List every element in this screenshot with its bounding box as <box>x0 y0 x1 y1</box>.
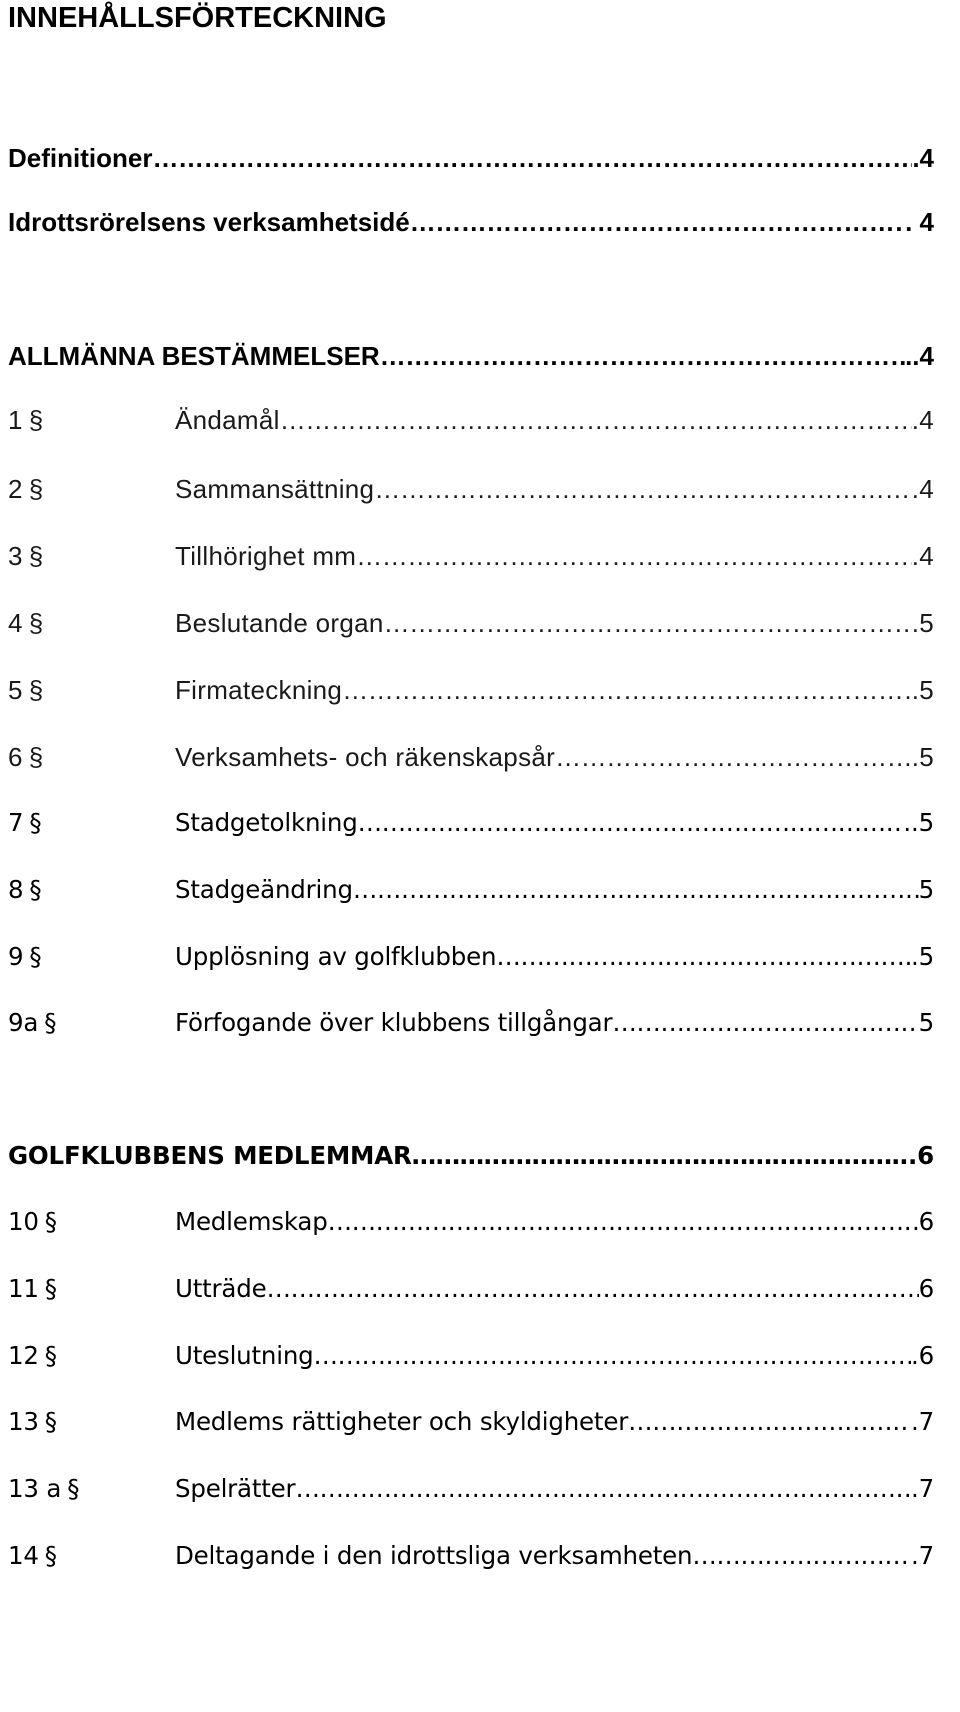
section-sign: § <box>28 405 44 435</box>
toc-leader-dots <box>328 1202 919 1242</box>
toc-entry-number-cell <box>8 1336 175 1376</box>
toc-entry-number: 9a <box>8 1008 39 1037</box>
toc-entry-number-cell <box>8 1536 175 1576</box>
toc-page-number: .7 <box>911 1407 934 1436</box>
toc-entry[interactable] <box>8 803 934 843</box>
toc-heading-label: ALLMÄNNA BESTÄMMELSER <box>8 341 380 371</box>
toc-entry-number-cell <box>8 803 175 843</box>
toc-entry-number-cell <box>8 1469 175 1509</box>
toc-leader-dots <box>612 1003 918 1043</box>
toc-page-number: 6 <box>918 1207 934 1236</box>
toc-entry-number-cell <box>8 937 175 977</box>
toc-entry-label: Upplösning av golfklubben <box>175 942 497 971</box>
toc-page-number: .4 <box>911 405 934 435</box>
toc-page-number: 6 <box>918 1274 934 1303</box>
toc-page-number: 5 <box>918 1008 934 1037</box>
toc-page-number: ..4 <box>905 341 934 371</box>
toc-entry-label: Stadgetolkning <box>175 808 358 837</box>
toc-entry[interactable] <box>8 469 934 509</box>
toc-leader-dots <box>342 670 912 710</box>
toc-entry-label: Utträde <box>175 1274 267 1303</box>
toc-entry-number-cell <box>8 536 175 576</box>
toc-entry[interactable] <box>8 400 934 440</box>
toc-page-number: .5 <box>911 675 934 705</box>
toc-entry[interactable] <box>8 1269 934 1309</box>
toc-entry-number: 13 <box>8 1407 39 1436</box>
section-sign: § <box>28 474 44 504</box>
toc-page-number: .6 <box>908 1141 934 1170</box>
toc-page-number: .7 <box>911 1474 934 1503</box>
section-sign: § <box>29 875 42 904</box>
toc-heading-label: Definitioner <box>8 143 153 173</box>
toc-leader-dots <box>380 336 905 376</box>
toc-page-number: .4 <box>911 541 934 571</box>
toc-entry-label: Spelrätter <box>175 1474 296 1503</box>
toc-entry-number: 14 <box>8 1541 39 1570</box>
toc-entry-label: Sammansättning <box>175 474 375 504</box>
toc-entry-label: Deltagande i den idrottsliga verksamheten <box>175 1541 693 1570</box>
toc-entry-number-cell <box>8 603 175 643</box>
toc-heading-label: GOLFKLUBBENS MEDLEMMAR <box>8 1141 412 1170</box>
toc-leader-dots <box>496 937 911 977</box>
toc-entry[interactable] <box>8 603 934 643</box>
toc-entry-number: 10 <box>8 1207 39 1236</box>
toc-entry-number-cell <box>8 469 175 509</box>
toc-entry-number: 8 <box>8 875 24 904</box>
toc-entry-number: 3 <box>8 541 23 571</box>
toc-entry-label: Uteslutning <box>175 1341 314 1370</box>
section-sign: § <box>28 608 44 638</box>
toc-page-number: .5 <box>911 942 934 971</box>
toc-heading-golfklubbens-medlemmar[interactable] <box>8 1136 934 1176</box>
toc-entry-number-cell <box>8 870 175 910</box>
toc-page-number: ..5 <box>904 742 934 772</box>
toc-entry-label: Förfogande över klubbens tillgångar <box>175 1008 613 1037</box>
toc-leader-dots <box>314 1336 911 1376</box>
toc-entry-number: 13 a <box>8 1474 62 1503</box>
section-sign: § <box>28 742 44 772</box>
toc-entry-number: 1 <box>8 405 23 435</box>
section-sign: § <box>29 808 42 837</box>
toc-entry-number-cell <box>8 737 175 777</box>
toc-page-number: .7 <box>911 1541 934 1570</box>
toc-entry-label: Tillhörighet mm <box>175 541 357 571</box>
toc-page-number: 5 <box>918 875 934 904</box>
toc-entry[interactable] <box>8 670 934 710</box>
toc-entry-label: Medlemskap <box>175 1207 328 1236</box>
toc-entry-number: 6 <box>8 742 23 772</box>
section-sign: § <box>44 1541 57 1570</box>
toc-page-number: ..5 <box>903 808 934 837</box>
section-sign: § <box>67 1474 80 1503</box>
toc-entry-number: 5 <box>8 675 23 705</box>
toc-entry-label: Medlems rättigheter och skyldigheter <box>175 1407 629 1436</box>
toc-entry-number: 7 <box>8 808 24 837</box>
toc-entry-label: Stadgeändring <box>175 875 353 904</box>
toc-heading-verksamhetside[interactable] <box>8 202 934 242</box>
toc-entry-number-cell <box>8 1003 175 1043</box>
toc-leader-dots <box>412 1136 908 1176</box>
toc-entry[interactable] <box>8 737 934 777</box>
section-sign: § <box>28 675 44 705</box>
toc-entry-number-cell <box>8 670 175 710</box>
toc-page-number: .4 <box>912 143 934 173</box>
section-sign: § <box>44 1407 57 1436</box>
section-sign: § <box>44 1341 57 1370</box>
toc-page-number: .4 <box>911 474 934 504</box>
toc-page-number: . 4 <box>905 207 934 237</box>
toc-entry-number: 2 <box>8 474 23 504</box>
toc-entry[interactable] <box>8 1402 934 1442</box>
toc-entry[interactable] <box>8 937 934 977</box>
toc-entry-label: Firmateckning <box>175 675 343 705</box>
toc-entry-label: Verksamhets- och räkenskapsår <box>175 742 556 772</box>
toc-leader-dots <box>295 1469 911 1509</box>
toc-leader-dots <box>280 400 912 440</box>
toc-page-number: .5 <box>911 608 934 638</box>
toc-entry[interactable] <box>8 1202 934 1242</box>
toc-leader-dots <box>692 1536 911 1576</box>
toc-leader-dots <box>356 536 911 576</box>
toc-leader-dots <box>353 870 919 910</box>
toc-leader-dots <box>384 603 912 643</box>
toc-leader-dots <box>555 737 904 777</box>
toc-entry-number: 11 <box>8 1274 39 1303</box>
toc-leader-dots <box>152 138 912 178</box>
toc-entry-label: Beslutande organ <box>175 608 384 638</box>
toc-heading-label: Idrottsrörelsens verksamhetsidé <box>8 207 410 237</box>
section-sign: § <box>28 541 44 571</box>
toc-entry-number: 9 <box>8 942 24 971</box>
toc-entry-label: Ändamål <box>175 405 280 435</box>
toc-entry-number-cell <box>8 400 175 440</box>
toc-leader-dots <box>358 803 904 843</box>
toc-leader-dots <box>374 469 911 509</box>
toc-entry[interactable] <box>8 536 934 576</box>
toc-entry-number-cell <box>8 1202 175 1242</box>
toc-leader-dots <box>266 1269 918 1309</box>
toc-heading-allmanna-bestammelser[interactable] <box>8 336 934 376</box>
toc-entry[interactable] <box>8 1536 934 1576</box>
section-sign: § <box>44 1008 57 1037</box>
toc-leader-dots <box>628 1402 911 1442</box>
toc-entry[interactable] <box>8 1469 934 1509</box>
toc-title: INNEHÅLLSFÖRTECKNING <box>8 2 387 34</box>
toc-entry-number-cell <box>8 1269 175 1309</box>
section-sign: § <box>29 942 42 971</box>
toc-page-number: .6 <box>911 1341 934 1370</box>
section-sign: § <box>44 1274 57 1303</box>
section-sign: § <box>44 1207 57 1236</box>
toc-entry[interactable] <box>8 1003 934 1043</box>
toc-entry-number: 4 <box>8 608 23 638</box>
toc-entry-number: 12 <box>8 1341 39 1370</box>
toc-heading-definitions[interactable] <box>8 138 934 178</box>
toc-entry-number-cell <box>8 1402 175 1442</box>
toc-entry[interactable] <box>8 870 934 910</box>
toc-leader-dots <box>410 202 905 242</box>
toc-entry[interactable] <box>8 1336 934 1376</box>
